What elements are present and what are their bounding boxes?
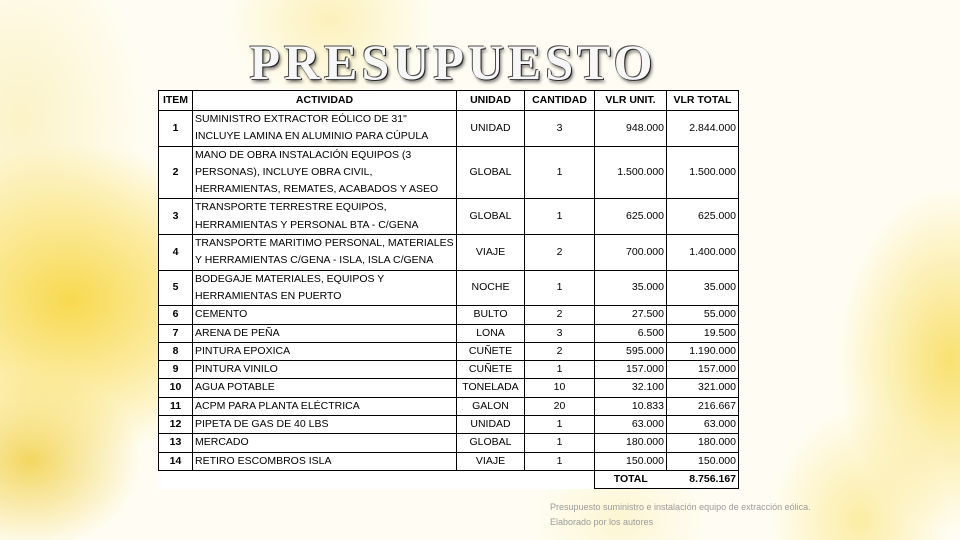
table-row: [159, 324, 739, 342]
cell-vlr-unit: 63.000: [595, 416, 667, 434]
header-vlr-unit: VLR UNIT.: [595, 91, 667, 111]
table-header-row: [159, 91, 739, 111]
cell-cantidad: 3: [525, 111, 595, 147]
table-body: [159, 111, 739, 471]
cell-unidad: GLOBAL: [457, 199, 525, 235]
cell-unidad: LONA: [457, 324, 525, 342]
total-spacer: [159, 470, 595, 488]
cell-vlr-unit: 10.833: [595, 397, 667, 415]
cell-actividad: SUMINISTRO EXTRACTOR EÓLICO DE 31" INCLUYE LAMINA EN ALUMINIO PARA CÚPULA: [193, 111, 457, 147]
cell-actividad: ARENA DE PEÑA: [193, 324, 457, 342]
cell-cantidad: 2: [525, 235, 595, 271]
cell-cantidad: 1: [525, 361, 595, 379]
cell-vlr-unit: 1.500.000: [595, 146, 667, 199]
table-row: [159, 397, 739, 415]
table-row: [159, 235, 739, 271]
cell-unidad: BULTO: [457, 306, 525, 324]
cell-unidad: TONELADA: [457, 379, 525, 397]
table-row: [159, 416, 739, 434]
header-actividad: ACTIVIDAD: [193, 91, 457, 111]
cell-vlr-unit: 625.000: [595, 199, 667, 235]
cell-actividad: CEMENTO: [193, 306, 457, 324]
cell-vlr-unit: 180.000: [595, 434, 667, 452]
table-row: [159, 111, 739, 147]
cell-cantidad: 1: [525, 452, 595, 470]
cell-item: 5: [159, 270, 193, 306]
header-unidad: UNIDAD: [457, 91, 525, 111]
cell-actividad: PINTURA EPOXICA: [193, 342, 457, 360]
total-value: 8.756.167: [667, 470, 739, 488]
table-row: [159, 270, 739, 306]
cell-item: 9: [159, 361, 193, 379]
cell-actividad: PIPETA DE GAS DE 40 LBS: [193, 416, 457, 434]
cell-item: 8: [159, 342, 193, 360]
cell-vlr-unit: 595.000: [595, 342, 667, 360]
cell-cantidad: 2: [525, 342, 595, 360]
cell-unidad: CUÑETE: [457, 342, 525, 360]
table-row: [159, 342, 739, 360]
cell-item: 12: [159, 416, 193, 434]
cell-actividad: TRANSPORTE TERRESTRE EQUIPOS, HERRAMIENTAS Y PERSONAL BTA - C/GENA: [193, 199, 457, 235]
cell-actividad: RETIRO ESCOMBROS ISLA: [193, 452, 457, 470]
cell-vlr-total: 157.000: [667, 361, 739, 379]
table-row: [159, 379, 739, 397]
header-item: ITEM: [159, 91, 193, 111]
total-label: TOTAL: [595, 470, 667, 488]
cell-vlr-unit: 700.000: [595, 235, 667, 271]
cell-unidad: UNIDAD: [457, 111, 525, 147]
cell-item: 1: [159, 111, 193, 147]
cell-vlr-total: 35.000: [667, 270, 739, 306]
cell-actividad: MERCADO: [193, 434, 457, 452]
table-row: [159, 306, 739, 324]
cell-cantidad: 10: [525, 379, 595, 397]
cell-unidad: VIAJE: [457, 235, 525, 271]
cell-item: 7: [159, 324, 193, 342]
cell-cantidad: 3: [525, 324, 595, 342]
cell-item: 11: [159, 397, 193, 415]
cell-item: 13: [159, 434, 193, 452]
cell-vlr-total: 55.000: [667, 306, 739, 324]
cell-cantidad: 1: [525, 146, 595, 199]
cell-actividad: MANO DE OBRA INSTALACIÓN EQUIPOS (3 PERSONAS), INCLUYE OBRA CIVIL, HERRAMIENTAS, REMATES, ACABADOS Y ASEO: [193, 146, 457, 199]
cell-actividad: BODEGAJE MATERIALES, EQUIPOS Y HERRAMIENTAS EN PUERTO: [193, 270, 457, 306]
cell-vlr-total: 625.000: [667, 199, 739, 235]
cell-item: 14: [159, 452, 193, 470]
cell-vlr-total: 150.000: [667, 452, 739, 470]
cell-cantidad: 2: [525, 306, 595, 324]
cell-vlr-total: 63.000: [667, 416, 739, 434]
cell-item: 10: [159, 379, 193, 397]
cell-cantidad: 20: [525, 397, 595, 415]
cell-item: 6: [159, 306, 193, 324]
cell-vlr-unit: 948.000: [595, 111, 667, 147]
cell-vlr-total: 2.844.000: [667, 111, 739, 147]
cell-cantidad: 1: [525, 199, 595, 235]
table-row: [159, 452, 739, 470]
figure-caption: Presupuesto suministro e instalación equipo de extracción eólica. Elaborado por los autores: [550, 502, 811, 527]
cell-actividad: TRANSPORTE MARITIMO PERSONAL, MATERIALES Y HERRAMIENTAS C/GENA - ISLA, ISLA C/GENA: [193, 235, 457, 271]
cell-actividad: ACPM PARA PLANTA ELÉCTRICA: [193, 397, 457, 415]
cell-unidad: GLOBAL: [457, 434, 525, 452]
cell-vlr-unit: 150.000: [595, 452, 667, 470]
header-cantidad: CANTIDAD: [525, 91, 595, 111]
cell-vlr-total: 1.400.000: [667, 235, 739, 271]
cell-vlr-unit: 32.100: [595, 379, 667, 397]
cell-cantidad: 1: [525, 416, 595, 434]
page-title: PRESUPUESTO: [249, 34, 657, 90]
cell-vlr-total: 1.190.000: [667, 342, 739, 360]
cell-unidad: GLOBAL: [457, 146, 525, 199]
cell-vlr-total: 1.500.000: [667, 146, 739, 199]
total-row: [159, 470, 739, 488]
cell-unidad: NOCHE: [457, 270, 525, 306]
cell-vlr-total: 216.667: [667, 397, 739, 415]
cell-unidad: CUÑETE: [457, 361, 525, 379]
cell-unidad: VIAJE: [457, 452, 525, 470]
header-vlr-total: VLR TOTAL: [667, 91, 739, 111]
cell-actividad: AGUA POTABLE: [193, 379, 457, 397]
cell-item: 2: [159, 146, 193, 199]
cell-vlr-unit: 6.500: [595, 324, 667, 342]
cell-vlr-unit: 27.500: [595, 306, 667, 324]
cell-unidad: UNIDAD: [457, 416, 525, 434]
cell-actividad: PINTURA VINILO: [193, 361, 457, 379]
table-row: [159, 434, 739, 452]
cell-cantidad: 1: [525, 270, 595, 306]
cell-vlr-total: 321.000: [667, 379, 739, 397]
cell-vlr-total: 180.000: [667, 434, 739, 452]
table-row: [159, 199, 739, 235]
cell-item: 4: [159, 235, 193, 271]
cell-vlr-unit: 157.000: [595, 361, 667, 379]
table-row: [159, 361, 739, 379]
budget-table: [158, 90, 739, 489]
cell-vlr-unit: 35.000: [595, 270, 667, 306]
cell-item: 3: [159, 199, 193, 235]
cell-vlr-total: 19.500: [667, 324, 739, 342]
cell-unidad: GALON: [457, 397, 525, 415]
cell-cantidad: 1: [525, 434, 595, 452]
table-row: [159, 146, 739, 199]
